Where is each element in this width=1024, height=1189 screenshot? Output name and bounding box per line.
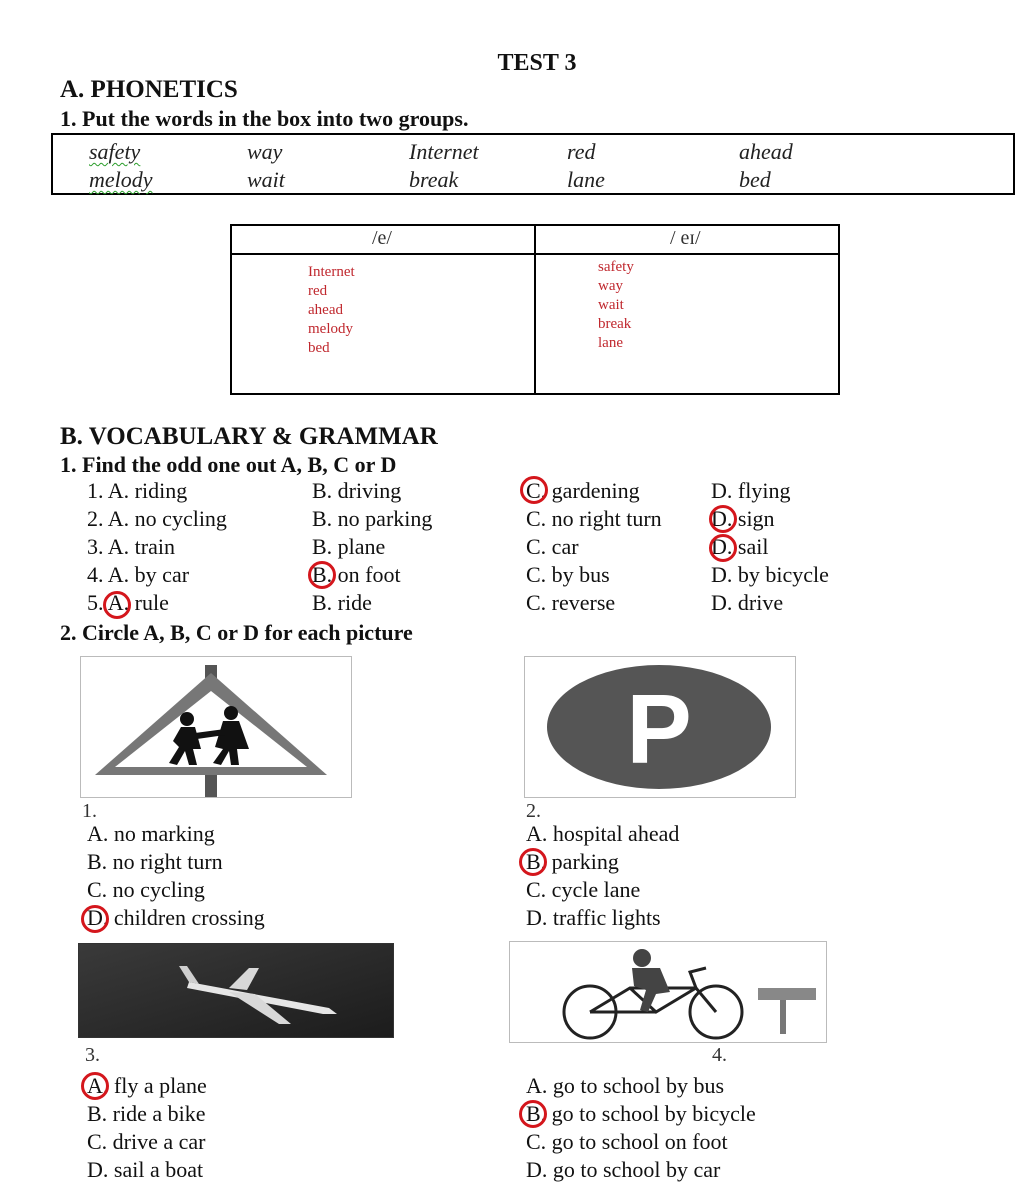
- picture-option[interactable]: D. sail a boat: [87, 1157, 204, 1182]
- odd-option[interactable]: C. no right turn: [526, 506, 662, 531]
- word-box: [51, 133, 1015, 195]
- answer-circle-mark: [103, 591, 131, 619]
- word-box-item: bed: [739, 167, 771, 192]
- word-box-item: safety: [89, 139, 141, 164]
- picture-option[interactable]: A. fly a plane: [87, 1073, 207, 1098]
- picture-option[interactable]: B. no right turn: [87, 849, 223, 874]
- parking-letter: P: [626, 674, 692, 784]
- picture-number: 4.: [712, 1044, 727, 1066]
- answer-word: safety: [598, 259, 634, 275]
- answer-word: lane: [598, 335, 623, 351]
- answer-circle-mark: [709, 534, 737, 562]
- word-box-item: way: [247, 139, 283, 164]
- picture-option[interactable]: D. children crossing: [87, 905, 265, 930]
- answer-word: melody: [308, 321, 353, 337]
- picture-option[interactable]: D. go to school by car: [526, 1157, 721, 1182]
- odd-option[interactable]: 1. A. riding: [87, 478, 188, 503]
- odd-option[interactable]: D. sign: [711, 506, 775, 531]
- answer-word: way: [598, 278, 623, 294]
- word-box-item: red: [567, 139, 596, 164]
- section-b-heading: B. VOCABULARY & GRAMMAR: [60, 423, 438, 450]
- word-box-item: wait: [247, 167, 285, 192]
- odd-option[interactable]: D. drive: [711, 590, 784, 615]
- odd-option[interactable]: 5. A. rule: [87, 590, 169, 615]
- airplane-picture: [78, 943, 394, 1038]
- picture-option[interactable]: A. go to school by bus: [526, 1073, 724, 1098]
- picture-option[interactable]: C. cycle lane: [526, 877, 641, 902]
- answer-word: bed: [308, 340, 330, 356]
- answer-circle-mark: [308, 561, 336, 589]
- answer-circle-mark: [519, 1100, 547, 1128]
- picture-number: 3.: [85, 1044, 100, 1066]
- section-b-task1: 1. Find the odd one out A, B, C or D: [60, 452, 397, 477]
- picture-option[interactable]: D. traffic lights: [526, 905, 661, 930]
- picture-number: 2.: [526, 800, 541, 822]
- answer-word: break: [598, 316, 632, 332]
- odd-option[interactable]: C. reverse: [526, 590, 616, 615]
- picture-option[interactable]: C. drive a car: [87, 1129, 206, 1154]
- word-box-item: melody: [89, 167, 153, 192]
- odd-option[interactable]: B. on foot: [312, 562, 401, 587]
- picture-option[interactable]: B. ride a bike: [87, 1101, 206, 1126]
- word-box-item: Internet: [409, 139, 479, 164]
- odd-option[interactable]: D. by bicycle: [711, 562, 829, 587]
- test-title: TEST 3: [497, 50, 577, 76]
- answer-word: Internet: [308, 264, 355, 280]
- children-crossing-picture: [80, 656, 352, 798]
- picture-number: 1.: [82, 800, 97, 822]
- answer-list-ei: [598, 258, 634, 353]
- section-b-task2: 2. Circle A, B, C or D for each picture: [60, 620, 413, 645]
- odd-option[interactable]: 4. A. by car: [87, 562, 190, 587]
- bicycle-picture: [509, 941, 827, 1043]
- answer-circle-mark: [81, 905, 109, 933]
- answer-word: ahead: [308, 302, 343, 318]
- odd-option[interactable]: B. no parking: [312, 506, 433, 531]
- section-a-task1: 1. Put the words in the box into two groups.: [60, 106, 469, 131]
- answer-circle-mark: [519, 848, 547, 876]
- picture-option[interactable]: B. go to school by bicycle: [526, 1101, 756, 1126]
- picture-option[interactable]: C. go to school on foot: [526, 1129, 728, 1154]
- odd-option[interactable]: C. car: [526, 534, 579, 559]
- odd-option[interactable]: C. by bus: [526, 562, 610, 587]
- odd-option[interactable]: D. sail: [711, 534, 769, 559]
- column-header-e: /e/: [372, 227, 392, 249]
- picture-option[interactable]: B. parking: [526, 849, 619, 874]
- odd-option[interactable]: C. gardening: [526, 478, 640, 503]
- odd-option[interactable]: B. driving: [312, 478, 402, 503]
- answer-circle-mark: [520, 476, 548, 504]
- parking-sign-picture: [524, 656, 796, 798]
- section-a-heading: A. PHONETICS: [60, 76, 238, 103]
- answer-word: red: [308, 283, 328, 299]
- word-box-item: ahead: [739, 139, 793, 164]
- picture-option[interactable]: A. hospital ahead: [526, 821, 680, 846]
- odd-option[interactable]: D. flying: [711, 478, 791, 503]
- picture-option[interactable]: C. no cycling: [87, 877, 205, 902]
- column-header-ei: / eɪ/: [670, 227, 701, 249]
- odd-option[interactable]: B. ride: [312, 590, 372, 615]
- answer-circle-mark: [709, 505, 737, 533]
- word-box-item: break: [409, 167, 459, 192]
- word-box-item: lane: [567, 167, 605, 192]
- picture-option[interactable]: A. no marking: [87, 821, 215, 846]
- odd-option[interactable]: 3. A. train: [87, 534, 175, 559]
- odd-option[interactable]: 2. A. no cycling: [87, 506, 227, 531]
- answer-word: wait: [598, 297, 624, 313]
- odd-option[interactable]: B. plane: [312, 534, 386, 559]
- answer-list-e: [308, 263, 355, 358]
- sorting-table: [230, 224, 840, 395]
- answer-circle-mark: [81, 1072, 109, 1100]
